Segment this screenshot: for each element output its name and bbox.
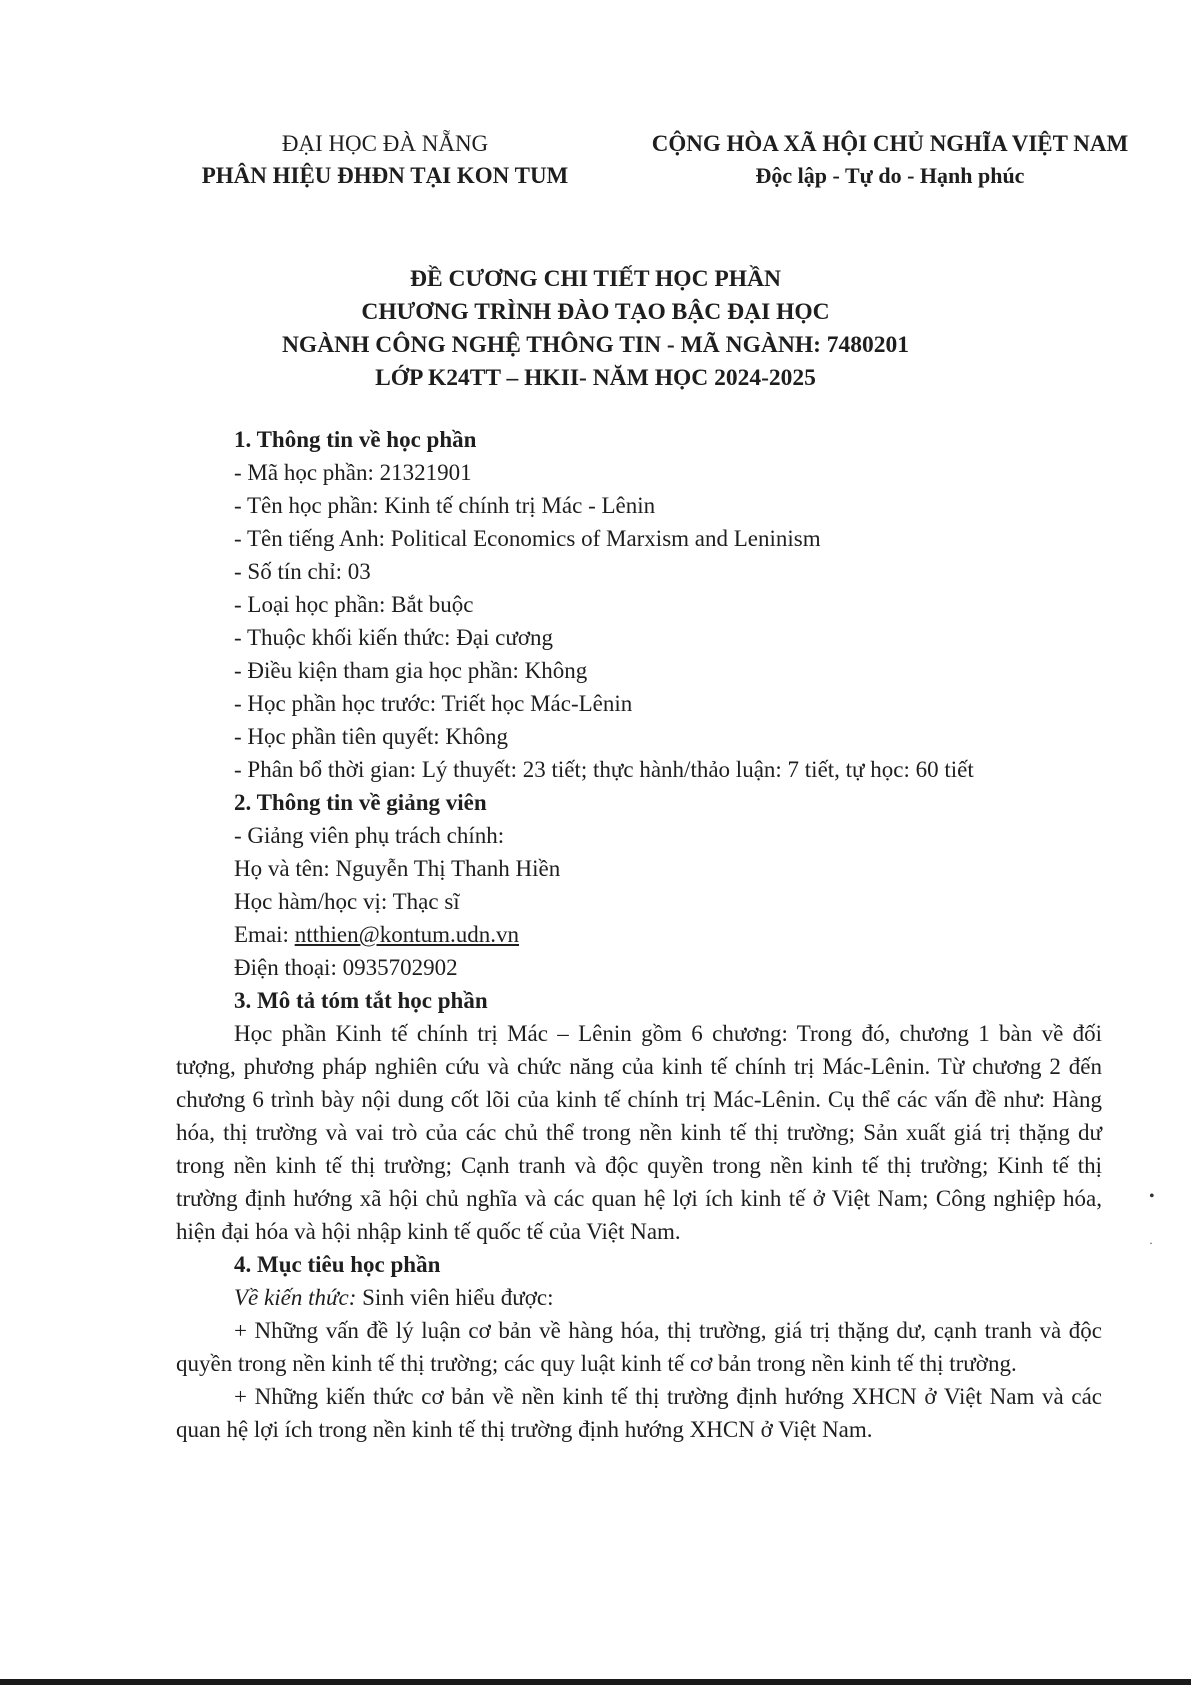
university-name: ĐẠI HỌC ĐÀ NẴNG [281, 131, 489, 156]
national-motto: Độc lập - Tự do - Hạnh phúc [755, 163, 1025, 188]
title-line-4: LỚP K24TT – HKII- NĂM HỌC 2024-2025 [375, 365, 816, 391]
course-prior: - Học phần học trước: Triết học Mác-Lênin [234, 691, 633, 716]
knowledge-label: Về kiến thức: [234, 1285, 357, 1310]
course-knowledge-block: - Thuộc khối kiến thức: Đại cương [234, 625, 553, 650]
lecturer-degree: Học hàm/học vị: Thạc sĩ [234, 889, 460, 914]
course-prerequisite: - Học phần tiên quyết: Không [234, 724, 509, 749]
lecturer-name: Họ và tên: Nguyễn Thị Thanh Hiền [234, 856, 561, 881]
national-header [620, 128, 1160, 192]
knowledge-intro: Sinh viên hiểu được: [356, 1285, 554, 1310]
section-3-heading: 3. Mô tả tóm tắt học phần [234, 988, 488, 1013]
email-link[interactable]: ntthien@kontum.udn.vn [294, 922, 520, 947]
section-2-heading: 2. Thông tin về giảng viên [234, 790, 487, 815]
course-code: - Mã học phần: 21321901 [234, 460, 472, 485]
email-label: Emai: [234, 922, 295, 947]
course-name: - Tên học phần: Kinh tế chính trị Mác - Lênin [234, 493, 656, 518]
scan-speck: • [1149, 1188, 1155, 1205]
scan-bottom-edge [0, 1679, 1191, 1685]
title-line-2: CHƯƠNG TRÌNH ĐÀO TẠO BẬC ĐẠI HỌC [361, 299, 830, 325]
branch-name: PHÂN HIỆU ĐHĐN TẠI KON TUM [201, 163, 569, 188]
document-title [0, 263, 1191, 395]
course-description: Học phần Kinh tế chính trị Mác – Lênin gồm 6 chương: Trong đó, chương 1 bàn về đối tượng, phương pháp nghiên cứu và chức năng của kinh tế chính trị Mác-Lênin. Từ chương 2 đến chương 6 trình bày nội dung cốt lõi của kinh tế chính trị Mác-Lênin. Cụ thể các vấn đề như: Hàng hóa, thị trường và vai trò của các chủ thể trong nền kinh tế thị trường; Sản xuất giá trị thặng dư trong nền kinh tế thị trường; Cạnh tranh và độc quyền trong nền kinh tế thị trường; Kinh tế thị trường định hướng xã hội chủ nghĩa và các quan hệ lợi ích kinh tế ở Việt Nam; Công nghiệp hóa, hiện đại hóa và hội nhập kinh tế quốc tế của Việt Nam. [176, 1021, 1102, 1244]
course-credits: - Số tín chỉ: 03 [234, 559, 371, 584]
knowledge-row [176, 1281, 1102, 1314]
course-condition: - Điều kiện tham gia học phần: Không [234, 658, 588, 683]
document-body [176, 423, 1102, 1446]
objective-point-1: + Những vấn đề lý luận cơ bản về hàng hóa, thị trường, giá trị thặng dư, cạnh tranh và độc quyền trong nền kinh tế thị trường; các quy luật kinh tế cơ bản trong nền kinh tế thị trường. [176, 1318, 1102, 1376]
section-4-heading: 4. Mục tiêu học phần [234, 1252, 441, 1277]
national-title: CỘNG HÒA XÃ HỘI CHỦ NGHĨA VIỆT NAM [651, 131, 1129, 156]
title-line-1: ĐỀ CƯƠNG CHI TIẾT HỌC PHẦN [409, 266, 782, 292]
course-english-name: - Tên tiếng Anh: Political Economics of Marxism and Leninism [234, 526, 821, 551]
title-line-3: NGÀNH CÔNG NGHỆ THÔNG TIN - MÃ NGÀNH: 7480201 [281, 332, 910, 358]
scan-speck: · [1149, 1236, 1153, 1250]
lecturer-lead: - Giảng viên phụ trách chính: [234, 823, 505, 848]
lecturer-email-row [176, 918, 1102, 951]
institution-header [175, 128, 595, 192]
lecturer-phone: Điện thoại: 0935702902 [234, 955, 458, 980]
course-time-allocation: - Phân bổ thời gian: Lý thuyết: 23 tiết; thực hành/thảo luận: 7 tiết, tự học: 60 tiết [234, 757, 974, 782]
course-type: - Loại học phần: Bắt buộc [234, 592, 474, 617]
section-1-heading: 1. Thông tin về học phần [234, 427, 477, 452]
objective-point-2: + Những kiến thức cơ bản về nền kinh tế thị trường định hướng XHCN ở Việt Nam và các quan hệ lợi ích trong nền kinh tế thị trường định hướng XHCN ở Việt Nam. [176, 1384, 1102, 1442]
